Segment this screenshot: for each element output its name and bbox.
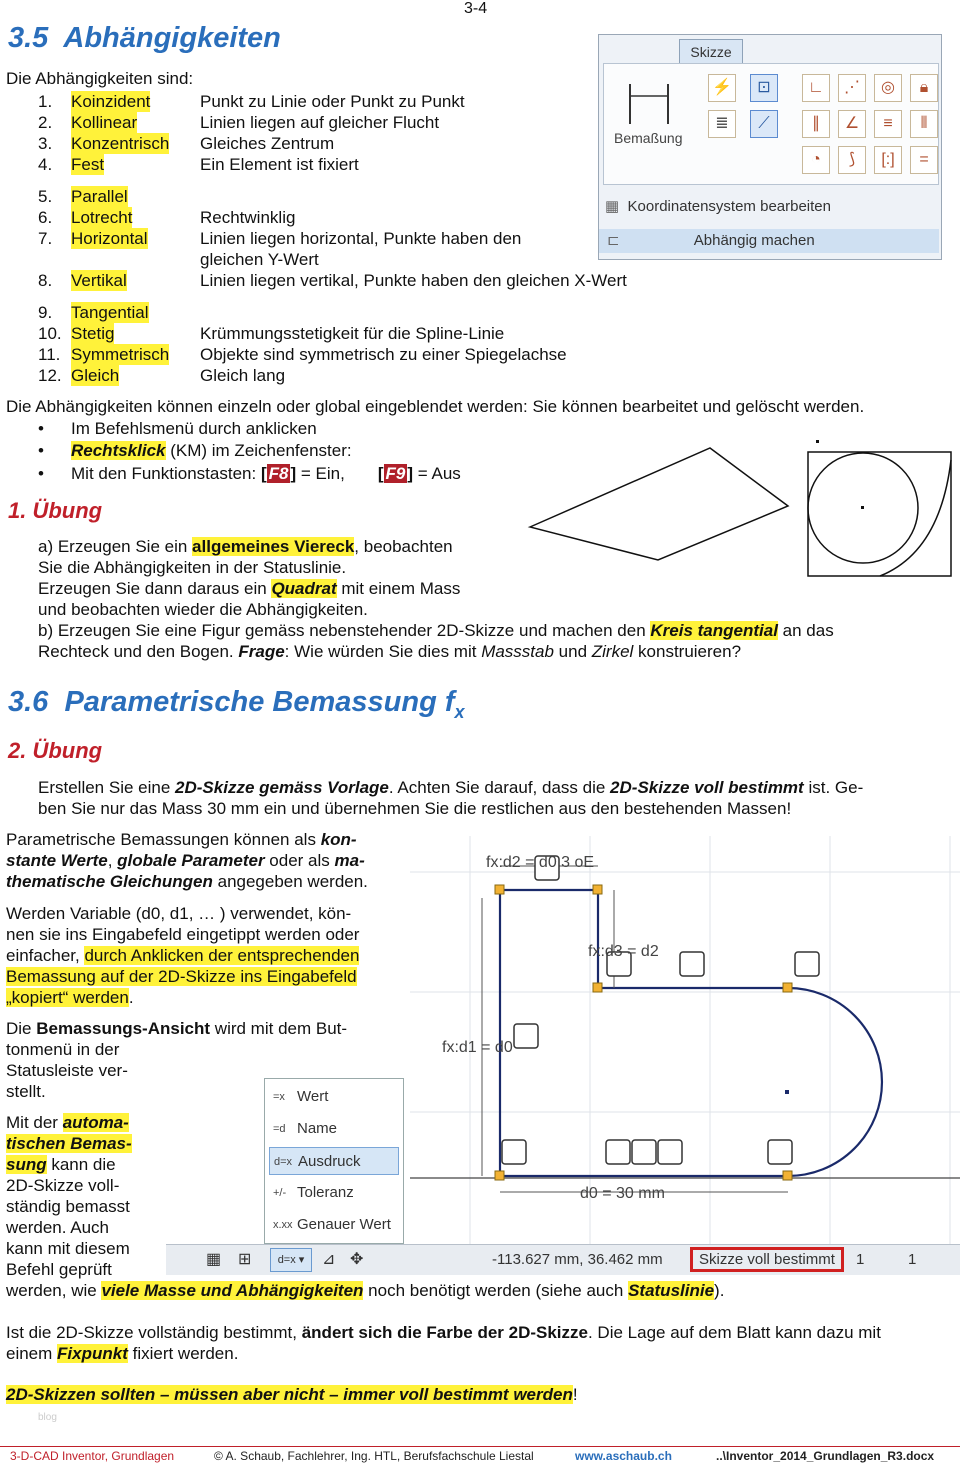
intro-text: Die Abhängigkeiten sind: [6,69,194,88]
status-count-1: 1 [856,1251,865,1268]
constraint-number: 1. [38,92,53,111]
constraint-icon[interactable]: ⊞ [238,1251,252,1268]
constraint-description: Linien liegen auf gleicher Flucht [200,113,440,132]
edit-coordinate-label: Koordinatensystem bearbeiten [627,198,831,215]
menu-item-wert[interactable]: =x Wert [273,1088,329,1105]
exercise-2-heading: 2. Übung [8,738,103,763]
bullet-3: • Mit den Funktionstasten: [ F8 ] = Ein, [ F9 ] = Aus [38,464,461,483]
bullet-3-text: Mit den Funktionstasten: [71,464,261,483]
param-p3-l4: stellt. [6,1082,46,1101]
param-p4-l1: Mit der automa- [6,1113,129,1132]
watermark: blog [38,1412,57,1423]
edit-coordinate-system[interactable] [605,195,831,219]
constraint-number: 7. [38,229,53,248]
symmetric-icon[interactable]: [:] [874,146,902,174]
show-constraints-icon[interactable]: ⊡ [750,74,778,102]
dimension-display-menu [264,1078,404,1244]
param-p3-l3: Statusleiste ver- [6,1061,128,1080]
section-heading-3-5 [8,22,281,55]
param-p1-l3: thematische Gleichungen angegeben werden. [6,872,368,891]
constraint-row [0,302,700,323]
param-p3-l1: Die Bemassungs-Ansicht wird mit dem But- [6,1019,348,1038]
constraint-row [0,133,700,154]
section-number: 3.5 [8,22,49,54]
constraint-term: Koinzident [71,92,151,111]
constraint-description: Gleiches Zentrum [200,134,335,153]
param-p4-l2: tischen Bemas- [6,1134,132,1153]
bullet-2: • Rechtsklick (KM) im Zeichenfenster: [38,441,352,460]
make-dependent-icon: ⊏ [607,232,620,249]
param-p1-l1: Parametrische Bemassungen können als kon- [6,830,357,849]
constraint-description: Gleich lang [200,366,286,385]
constraint-number: 5. [38,187,53,206]
constraint-description: Rechtwinklig [200,208,296,227]
ex1-line-b1: b) Erzeugen Sie eine Figur gemäss nebenstehender 2D-Skizze und machen den Kreis tangential an das [38,621,834,640]
show-constraints-text: Die Abhängigkeiten können einzeln oder global eingeblendet werden: Sie können bearbeitet und gelöscht werden. [6,397,865,416]
constraint-description: Linien liegen vertikal, Punkte haben den gleichen X-Wert [200,271,627,290]
constraint-description: Krümmungsstetigkeit für die Spline-Linie [200,324,505,343]
param-p2-l1: Werden Variable (d0, d1, … ) verwendet, kön- [6,904,352,923]
param-p4-l4: 2D-Skizze voll- [6,1176,120,1195]
param-p6: Ist die 2D-Skizze vollständig bestimmt, ändert sich die Farbe der 2D-Skizze. Die Lage auf dem Blatt kann dazu mit [6,1323,881,1342]
menu-item-genauer-wert[interactable]: x.xx Genauer Wert [273,1216,391,1233]
tangent-icon[interactable]: ◔ [802,146,830,174]
exercise-1-figures [520,432,960,582]
fx-subscript: x [454,701,465,722]
auto-dimension-icon[interactable]: ⚡ [708,74,736,102]
constraint-number: 8. [38,271,53,290]
parallel-icon[interactable]: ∥ [802,110,830,138]
constraint-row [0,207,700,228]
grid-icon[interactable]: ▦ [206,1251,222,1268]
footer-file: ..\Inventor_2014_Grundlagen_R3.docx [716,1449,935,1463]
param-p5: werden, wie viele Masse und Abhängigkeiten noch benötigt werden (siehe auch Statuslinie). [6,1281,725,1300]
section-number: 3.6 [8,686,49,718]
bullet-1: • Im Befehlsmenü durch anklicken [38,419,317,438]
constraint-description: Linien liegen horizontal, Punkte haben den [200,229,522,248]
fix-icon[interactable]: 🔒︎ [910,74,938,102]
constraint-row [0,112,700,133]
sketch-canvas [410,836,960,1244]
param-p1-l2: stante Werte, globale Parameter oder als ma- [6,851,365,870]
constraint-term: Lotrecht [71,208,133,227]
param-p4-l6: werden. Auch [6,1218,110,1237]
relax-mode-icon[interactable]: ⟋ [750,110,778,138]
constraint-row [0,154,700,175]
make-dependent[interactable] [599,229,939,253]
ex1-line-b2: Rechteck und den Bogen. Frage: Wie würden Sie dies mit Massstab und Zirkel konstruieren? [38,642,742,661]
constraint-term: Parallel [71,187,128,206]
collinear-icon[interactable]: ⋰ [838,74,866,102]
constraint-term: Symmetrisch [71,345,170,364]
constraint-term: Gleich [71,366,120,385]
constraint-glyphs [502,856,819,1164]
ribbon-panel [598,34,942,260]
concentric-icon[interactable]: ◎ [874,74,902,102]
constraint-term: Vertikal [71,271,127,290]
square-shape [808,452,951,576]
smooth-icon[interactable]: ⟆ [838,146,866,174]
menu-item-name[interactable]: =d Name [273,1120,338,1137]
constraint-row [0,91,700,112]
bullet-2-text: (KM) im Zeichenfenster: [165,441,352,460]
constraint-row [0,186,700,207]
vertical-icon[interactable]: ⦀ [910,110,938,138]
arc-shape [880,460,951,576]
constraint-settings-icon[interactable]: ≣ [708,110,736,138]
arc-center [785,1090,789,1094]
dimension-icon[interactable] [624,74,674,134]
rechtsklick-text: Rechtsklick [71,441,166,460]
constraint-term: Fest [71,155,105,174]
equal-icon[interactable]: = [910,146,938,174]
dim-d2-label: fx:d2 = d0 3 oE [486,854,595,871]
constraint-row [0,344,700,365]
param-p4-l5: ständig bemasst [6,1197,130,1216]
tab-skizze[interactable]: Skizze [679,39,743,64]
param-p4-l7: kann mit diesem [6,1239,130,1258]
dim-d1-label: fx:d1 = d0 [442,1039,513,1056]
sketch-status: Skizze voll bestimmt [690,1247,844,1272]
page-number: 3-4 [464,0,488,17]
footer [0,1446,960,1465]
constraint-row [0,323,700,344]
section-title: Abhängigkeiten [63,22,281,54]
menu-item-ausdruck[interactable]: d=x Ausdruck [269,1147,399,1175]
ribbon-body [603,63,939,185]
coincident-icon[interactable]: ∟ [802,74,830,102]
footer-url[interactable]: www.aschaub.ch [575,1449,672,1463]
param-p3-l2: tonmenü in der [6,1040,120,1059]
param-p2-l5: „kopiert“ werden. [6,988,134,1007]
exercise-1-heading: 1. Übung [8,498,103,523]
sketch-points [495,885,792,1180]
bullet-1-text: Im Befehlsmenü durch anklicken [71,419,317,438]
ex1-line-a3: Erzeugen Sie dann daraus ein Quadrat mit einem Mass [38,579,461,598]
make-dependent-label: Abhängig machen [693,232,815,249]
dim-d0-label: d0 = 30 mm [580,1185,665,1202]
param-p2-l2: nen sie ins Eingabefeld eingetippt werden oder [6,925,360,944]
constraint-description: Punkt zu Linie oder Punkt zu Punkt [200,92,465,111]
constraint-term: Stetig [71,324,115,343]
constraint-number: 3. [38,134,53,153]
constraint-term: Konzentrisch [71,134,170,153]
constraint-row [0,365,700,386]
ex2-line-2: ben Sie nur das Mass 30 mm ein und übernehmen Sie die restlichen aus den bestehenden Massen! [38,799,792,818]
constraint-row [0,270,700,291]
constraint-term: Tangential [71,303,149,322]
constraint-number: 12. [38,366,62,385]
grid-icon: ▦ [605,198,620,215]
horizontal-icon[interactable]: ≡ [874,110,902,138]
center-marker [861,506,864,509]
param-p4-l8: Befehl geprüft [6,1260,112,1279]
param-p2-l4: Bemassung auf der 2D-Skizze ins Eingabefeld [6,967,357,986]
constraint-number: 2. [38,113,53,132]
constraint-term: Kollinear [71,113,138,132]
menu-item-toleranz[interactable]: +/- Toleranz [273,1184,354,1201]
constraint-number: 11. [38,345,61,364]
constraint-row [0,228,700,249]
perpendicular-icon[interactable]: ∠ [838,110,866,138]
sketch-profile [500,890,882,1176]
move-icon[interactable]: ✥ [350,1251,364,1268]
ex1-line-a2: Sie die Abhängigkeiten in der Statuslinie. [38,558,347,577]
constraint-number: 9. [38,303,53,322]
constraint-number: 6. [38,208,53,227]
ex2-line-1: Erstellen Sie eine 2D-Skizze gemäss Vorlage. Achten Sie darauf, dass die 2D-Skizze voll bestimmt ist. Ge- [38,778,864,797]
param-p4-l3: sung kann die [6,1155,116,1174]
dimension-label: Bemaßung [614,130,683,146]
section-title: Parametrische Bemassung f [64,686,455,718]
constraint-description: Objekte sind symmetrisch zu einer Spiegelachse [200,345,567,364]
cursor-coordinates: -113.627 mm, 36.462 mm [492,1251,663,1268]
ex1-line-a1: a) Erzeugen Sie ein allgemeines Viereck, beobachten [38,537,453,556]
param-p2-l3: einfacher, durch Anklicken der entsprechenden [6,946,360,965]
dim-d3-label: fx:d3 = d2 [588,943,659,960]
f9-text: = Aus [413,464,461,483]
f9-key: F9 [385,464,406,483]
constraint-description: Ein Element ist fixiert [200,155,359,174]
dot-marker [816,440,819,443]
section-heading-3-6 [8,686,465,723]
f8-text: = Ein, [296,464,345,483]
f8-key: F8 [268,464,289,483]
footer-left: 3-D-CAD Inventor, Grundlagen [10,1449,175,1463]
ex1-line-a4: und beobachten wieder die Abhängigkeiten. [38,600,368,619]
footer-middle: © A. Schaub, Fachlehrer, Ing. HTL, Berufsfachschule Liestal [214,1449,534,1463]
constraint-number: 4. [38,155,53,174]
dimension-display-button[interactable]: d=x ▾ [270,1248,312,1272]
param-p7: einem Fixpunkt fixiert werden. [6,1344,239,1363]
constraint-description-2: gleichen Y-Wert [200,250,319,269]
status-count-2: 1 [908,1251,917,1268]
constraint-term: Horizontal [71,229,148,248]
auto-dimension-icon[interactable]: ⊿ [322,1251,336,1268]
param-p8: 2D-Skizzen sollten – müssen aber nicht – immer voll bestimmt werden! [6,1385,578,1404]
status-bar [166,1244,960,1275]
constraint-number: 10. [38,324,62,343]
rhombus-shape [530,448,788,560]
